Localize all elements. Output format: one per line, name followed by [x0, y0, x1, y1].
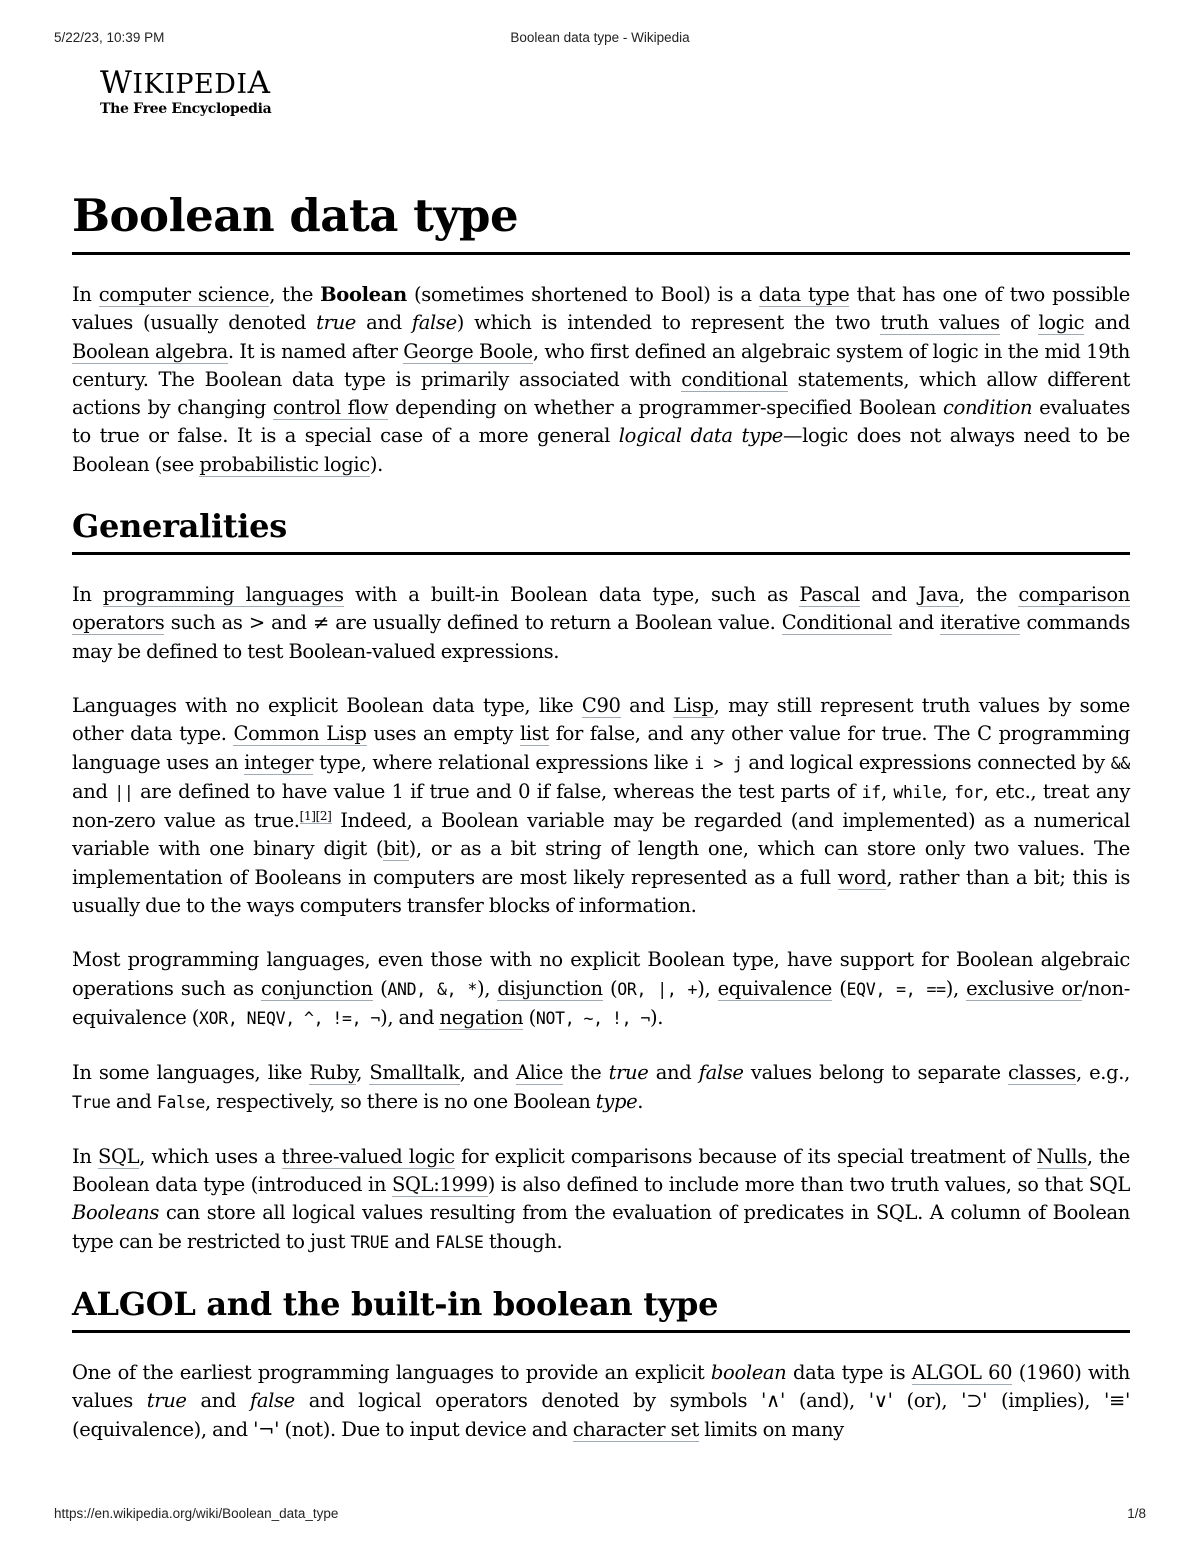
link-equivalence[interactable]: equivalence	[717, 976, 832, 1000]
code-true: True	[72, 1092, 111, 1112]
link-sql[interactable]: SQL	[97, 1144, 140, 1168]
page-title: Boolean data type	[72, 186, 1130, 255]
print-footer-page-number: 1/8	[1127, 1506, 1146, 1521]
code-i-gt-j: i > j	[694, 753, 743, 773]
link-java[interactable]: Java	[918, 583, 959, 607]
link-integer[interactable]: integer	[244, 750, 314, 774]
link-character-set[interactable]: character set	[572, 1417, 699, 1441]
code-or-op: ||	[114, 782, 134, 802]
article-content	[72, 186, 1130, 1444]
link-probabilistic-logic[interactable]: probabilistic logic	[199, 452, 370, 476]
code-false: False	[156, 1092, 206, 1112]
link-conjunction[interactable]: conjunction	[261, 976, 373, 1000]
link-classes[interactable]: classes	[1008, 1061, 1076, 1085]
code-or-ops: OR, |, +	[617, 979, 698, 999]
link-programming-languages[interactable]: programming languages	[102, 583, 344, 607]
link-pascal[interactable]: Pascal	[799, 583, 860, 607]
code-sql-false: FALSE	[435, 1232, 484, 1252]
code-xor-ops: XOR, NEQV, ^, !=, ¬	[199, 1008, 381, 1028]
link-data-type[interactable]: data type	[758, 283, 850, 306]
print-header-datetime: 5/22/23, 10:39 PM	[54, 30, 165, 45]
intro-paragraph: In computer science, the Boolean (sometimes shortened to Bool) is a data type that has one of two possible values (usually denoted true and false) which is intended to represent the two truth values of logic and Boolean algebra. It is named after George Boole, who first defined an algebraic system of logic in the mid 19th century. The Boolean data type is primarily associated with conditional statements, which allow different actions by changing control flow depending on whether a programmer-specified Boolean condition evaluates to true or false. It is a special case of a more general logical data type—logic does not always need to be Boolean (see probabilistic logic).	[72, 283, 1131, 476]
code-eq-ops: EQV, =, ==	[846, 979, 946, 999]
code-if: if	[861, 782, 881, 802]
code-for: for	[953, 782, 983, 802]
link-truth-values[interactable]: truth values	[880, 311, 1000, 335]
link-boolean-algebra[interactable]: Boolean algebra	[72, 339, 228, 363]
link-control-flow[interactable]: control flow	[272, 396, 389, 420]
citation-1[interactable]: [1]	[299, 808, 316, 823]
link-lisp[interactable]: Lisp	[673, 693, 714, 717]
code-and-ops: AND, &, *	[387, 979, 477, 999]
algol-paragraph-1: One of the earliest programming languages to provide an explicit boolean data type is ALGOL 60 (1960) with values true and false and logical operators denoted by symbols '∧' (and), '∨' (or), '⊃' (implies), '≡' (equivalence), and '¬' (not). Due to input device and character set limits on many	[72, 1361, 1130, 1441]
link-bit[interactable]: bit	[383, 837, 409, 861]
generalities-paragraph-3: Most programming languages, even those with no explicit Boolean type, have support for Boolean algebraic operations such as conjunction (AND, &, *), disjunction (OR, |, +), equivalence (EQV, =, ==), exclusive or/non-equivalence (XOR, NEQV, ^, !=, ¬), and negation (NOT, ~, !, ¬).	[72, 948, 1130, 1029]
citation-2[interactable]: [2]	[315, 808, 332, 823]
heading-algol: ALGOL and the built-in boolean type	[72, 1282, 1130, 1333]
heading-generalities: Generalities	[72, 504, 1130, 555]
logo-wordmark: WIKIPEDIA	[100, 65, 271, 101]
wikipedia-logo[interactable]	[100, 65, 272, 117]
logo-tagline: The Free Encyclopedia	[100, 101, 272, 117]
code-sql-true: TRUE	[350, 1232, 389, 1252]
link-common-lisp[interactable]: Common Lisp	[233, 722, 367, 746]
link-george-boole[interactable]: George Boole	[403, 339, 533, 363]
generalities-paragraph-2: Languages with no explicit Boolean data type, like C90 and Lisp, may still represent truth values by some other data type. Common Lisp uses an empty list for false, and any other value for true. The C programming language uses an integer type, where relational expressions like i > j and logical expressions connected by && and || are defined to have value 1 if true and 0 if false, whereas the test parts of if, while, for, etc., treat any non-zero value as true.[1][2] Indeed, a Boolean variable may be regarded (and implemented) as a numerical variable with one binary digit (bit), or as a bit string of length one, which can store only two values. The implementation of Booleans in computers are most likely represented as a full word, rather than a bit; this is usually due to the ways computers transfer blocks of information.	[72, 693, 1130, 918]
link-exclusive-or[interactable]: exclusive or	[966, 976, 1082, 1000]
link-disjunction[interactable]: disjunction	[497, 976, 603, 1000]
link-three-valued-logic[interactable]: three-valued logic	[281, 1144, 455, 1168]
generalities-paragraph-1: In programming languages with a built-in Boolean data type, such as Pascal and Java, the comparison operators such as > and ≠ are usually defined to return a Boolean value. Conditional and iterative commands may be defined to test Boolean-valued expressions.	[72, 583, 1130, 663]
link-alice[interactable]: Alice	[515, 1061, 564, 1085]
print-header-title: Boolean data type - Wikipedia	[510, 30, 690, 45]
link-sql-1999[interactable]: SQL:1999	[392, 1173, 488, 1197]
link-nulls[interactable]: Nulls	[1036, 1144, 1087, 1168]
link-c90[interactable]: C90	[581, 693, 621, 717]
code-not-ops: NOT, ~, !, ¬	[535, 1008, 650, 1028]
generalities-paragraph-5: In SQL, which uses a three-valued logic for explicit comparisons because of its special treatment of Nulls, the Boolean data type (introduced in SQL:1999) is also defined to include more than two truth values, so that SQL Booleans can store all logical values resulting from the evaluation of predicates in SQL. A column of Boolean type can be restricted to just TRUE and FALSE though.	[72, 1144, 1130, 1253]
link-word[interactable]: word	[837, 865, 887, 889]
link-conditional-commands[interactable]: Conditional	[781, 611, 893, 635]
link-ruby[interactable]: Ruby	[309, 1061, 357, 1085]
link-logic[interactable]: logic	[1038, 311, 1085, 335]
print-footer-url: https://en.wikipedia.org/wiki/Boolean_data_type	[54, 1506, 339, 1521]
link-conditional[interactable]: conditional	[681, 367, 788, 391]
link-negation[interactable]: negation	[439, 1005, 524, 1029]
link-algol-60[interactable]: ALGOL 60	[911, 1361, 1013, 1385]
link-list[interactable]: list	[519, 722, 549, 746]
link-smalltalk[interactable]: Smalltalk	[369, 1061, 460, 1085]
generalities-paragraph-4: In some languages, like Ruby, Smalltalk, and Alice the true and false values belong to separate classes, e.g., True and False, respectively, so there is no one Boolean type.	[72, 1061, 1130, 1113]
link-iterative[interactable]: iterative	[940, 611, 1021, 635]
code-and-op: &&	[1110, 753, 1130, 773]
link-comparison-operators[interactable]: comparison operators	[72, 583, 1130, 635]
code-while: while	[893, 782, 942, 802]
link-computer-science[interactable]: computer science	[98, 283, 270, 306]
